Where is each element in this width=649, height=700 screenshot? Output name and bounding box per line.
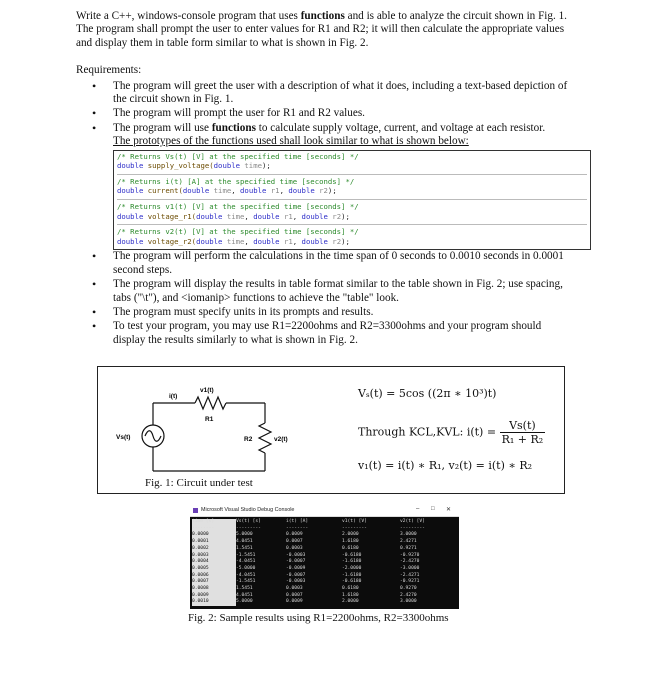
code-block-supply-voltage bbox=[117, 151, 587, 174]
table-cell: -1.5451 bbox=[236, 552, 256, 558]
table-row bbox=[192, 579, 458, 586]
table-cell: -2.4270 bbox=[400, 559, 420, 565]
code-punct: ); bbox=[341, 236, 350, 246]
table-cell: 0.0009 bbox=[192, 593, 236, 600]
code-param: time bbox=[240, 161, 262, 171]
table-cell: 2.0000 bbox=[342, 532, 359, 538]
table-cell: 3.0000 bbox=[400, 599, 417, 605]
table-cell: -0.0003 bbox=[286, 579, 306, 585]
code-block-voltage-r1 bbox=[117, 199, 587, 224]
table-row bbox=[192, 599, 458, 606]
table-cell: 2.0000 bbox=[342, 599, 359, 605]
table-cell: 0.0009 bbox=[286, 599, 303, 605]
code-keyword: double bbox=[301, 211, 328, 221]
code-keyword: double bbox=[182, 186, 210, 196]
req3-bold: functions bbox=[211, 121, 256, 134]
table-cell: -4.0451 bbox=[236, 559, 256, 565]
code-function: current( bbox=[143, 186, 183, 196]
requirement-item: • The program will display the results in table format similar to the table shown in Fig. 2; use spacing, tabs ("\t"), and <iomanip> functions to achieve the "table" look. bbox=[76, 278, 576, 305]
code-comment: /* Returns i(t) [A] at the specified time [seconds] */ bbox=[117, 176, 355, 186]
requirement-item: • The program must specify units in its prompts and results. bbox=[76, 306, 576, 319]
figure-1-frame bbox=[97, 366, 565, 494]
code-punct: , bbox=[244, 211, 254, 221]
code-punct: , bbox=[292, 236, 302, 246]
intro-text-2: and is able to analyze the circuit shown in Fig. 1. The program shall prompt the user to enter values for R1 and R2; it will then calculate the appropriate values and display them in table form similar to what is shown in Fig. 2. bbox=[76, 10, 567, 49]
code-keyword: double bbox=[196, 236, 223, 246]
code-punct: , bbox=[279, 186, 289, 196]
requirement-item: • The program will prompt the user for R1 and R2 values. bbox=[76, 107, 576, 120]
table-cell: 0.0007 bbox=[286, 592, 303, 598]
table-cell: -0.9271 bbox=[400, 579, 420, 585]
table-row bbox=[192, 546, 458, 553]
equation-resistor-voltages: v₁(t) = i(t) ∗ R₁, v₂(t) = i(t) ∗ R₂ bbox=[358, 459, 533, 472]
label-r2: R2 bbox=[244, 436, 253, 443]
code-keyword: double bbox=[117, 211, 144, 221]
console-titlebar bbox=[190, 505, 459, 517]
code-punct: , bbox=[244, 236, 254, 246]
table-cell: 0.0010 bbox=[192, 599, 236, 606]
table-cell: 0.0005 bbox=[192, 566, 236, 573]
debug-console-window bbox=[190, 505, 459, 609]
code-keyword: double bbox=[117, 161, 144, 171]
table-cell: 5.0000 bbox=[236, 599, 253, 605]
table-cell: 0.0002 bbox=[192, 546, 236, 553]
table-row bbox=[192, 532, 458, 539]
table-cell: -0.0007 bbox=[286, 572, 306, 578]
table-row bbox=[192, 566, 458, 573]
req3-text-pre: The program will use bbox=[113, 121, 212, 134]
table-cell: 0.9270 bbox=[400, 586, 417, 592]
eq2-prefix: Through KCL,KVL: i(t) = bbox=[358, 425, 500, 439]
table-cell: 2.4270 bbox=[400, 592, 417, 598]
code-param: r1 bbox=[279, 236, 293, 246]
minimize-button[interactable]: – bbox=[416, 506, 420, 512]
eq2-fraction bbox=[500, 419, 546, 446]
table-body bbox=[192, 532, 458, 606]
header-cell: v2(t) [V] bbox=[400, 519, 425, 524]
table-cell: 5.0000 bbox=[236, 532, 253, 538]
table-cell: 0.0004 bbox=[192, 559, 236, 566]
equation-current bbox=[358, 419, 545, 446]
table-cell: -2.0000 bbox=[342, 565, 362, 571]
code-keyword: double bbox=[253, 236, 280, 246]
table-cell: -3.0000 bbox=[400, 565, 420, 571]
requirement-item: • To test your program, you may use R1=2200ohms and R2=3300ohms and your program should display the results similarly to what is shown in Fig. 2. bbox=[76, 320, 576, 347]
table-cell: -0.6180 bbox=[342, 579, 362, 585]
console-title: Microsoft Visual Studio Debug Console bbox=[201, 507, 295, 513]
code-comment: /* Returns v2(t) [V] at the specified time [seconds] */ bbox=[117, 227, 359, 237]
code-line bbox=[117, 212, 587, 222]
code-line bbox=[117, 161, 587, 171]
requirements-list-continued bbox=[76, 250, 576, 347]
req3-prototypes-line: The prototypes of the functions used shall look similar to what is shown below: bbox=[113, 135, 469, 148]
separator-cell: --------- bbox=[342, 525, 367, 531]
table-header-row bbox=[192, 519, 458, 526]
table-cell: 0.6180 bbox=[342, 545, 359, 551]
intro-text-1: Write a C++, windows-console program that uses bbox=[76, 10, 301, 22]
table-cell: -0.0009 bbox=[286, 565, 306, 571]
table-cell: -0.9270 bbox=[400, 552, 420, 558]
eq2-numerator: Vs(t) bbox=[500, 419, 546, 433]
code-function: voltage_r2( bbox=[143, 236, 197, 246]
separator-cell: --------- bbox=[236, 525, 261, 531]
table-cell: -5.0000 bbox=[236, 565, 256, 571]
table-cell: 1.6180 bbox=[342, 539, 359, 545]
table-cell: 0.0001 bbox=[192, 539, 236, 546]
code-line bbox=[117, 186, 587, 196]
code-keyword: double bbox=[213, 161, 241, 171]
label-current: i(t) bbox=[169, 393, 178, 400]
code-punct: , bbox=[231, 186, 241, 196]
table-cell: 1.5451 bbox=[236, 545, 253, 551]
table-cell: 0.0003 bbox=[192, 553, 236, 560]
code-keyword: double bbox=[117, 236, 144, 246]
table-separator-row bbox=[192, 526, 458, 533]
requirement-item: • The program will perform the calculations in the time span of 0 seconds to 0.0010 seconds in 0.0001 second steps. bbox=[76, 250, 576, 277]
table-row bbox=[192, 559, 458, 566]
visual-studio-icon bbox=[193, 508, 198, 513]
header-cell: time [s] bbox=[192, 519, 236, 526]
code-keyword: double bbox=[253, 211, 280, 221]
code-keyword: double bbox=[301, 236, 328, 246]
table-cell: -1.5451 bbox=[236, 579, 256, 585]
table-cell: -0.0007 bbox=[286, 559, 306, 565]
table-row bbox=[192, 586, 458, 593]
code-block-voltage-r2 bbox=[117, 224, 587, 249]
code-param: time bbox=[209, 186, 232, 196]
maximize-button[interactable]: □ bbox=[431, 506, 435, 512]
separator-cell: -------- bbox=[286, 525, 309, 531]
table-cell: 1.5451 bbox=[236, 586, 253, 592]
header-cell: v1(t) [V] bbox=[342, 519, 367, 524]
label-r1: R1 bbox=[205, 416, 214, 423]
code-keyword: double bbox=[117, 186, 144, 196]
table-cell: 0.0006 bbox=[192, 573, 236, 580]
table-row bbox=[192, 593, 458, 600]
requirements-list bbox=[76, 80, 576, 149]
code-param: time bbox=[222, 236, 245, 246]
table-cell: -1.6180 bbox=[342, 572, 362, 578]
table-cell: 0.0007 bbox=[286, 539, 303, 545]
code-keyword: double bbox=[196, 211, 223, 221]
resistor-r2-symbol bbox=[259, 423, 271, 453]
table-cell: 0.0008 bbox=[192, 586, 236, 593]
assignment-document bbox=[76, 10, 576, 348]
table-cell: 0.0009 bbox=[286, 532, 303, 538]
table-row bbox=[192, 539, 458, 546]
label-v2: v2(t) bbox=[274, 436, 288, 443]
separator-cell: -------- bbox=[192, 526, 236, 533]
code-keyword: double bbox=[240, 186, 267, 196]
code-param: time bbox=[222, 211, 245, 221]
req3-text-post: to calculate supply voltage, current, and voltage at each resistor. bbox=[255, 121, 546, 134]
table-cell: 4.0451 bbox=[236, 592, 253, 598]
code-param: r2 bbox=[327, 211, 342, 221]
code-punct: ); bbox=[341, 211, 350, 221]
resistor-r1-symbol bbox=[195, 397, 226, 409]
code-block-current bbox=[117, 174, 587, 199]
table-cell: -2.4271 bbox=[400, 572, 420, 578]
code-punct: ); bbox=[327, 186, 337, 196]
code-comment: /* Returns Vs(t) [V] at the specified time [seconds] */ bbox=[117, 151, 359, 161]
table-cell: 0.0003 bbox=[286, 586, 303, 592]
table-cell: 1.6180 bbox=[342, 592, 359, 598]
code-param: r1 bbox=[279, 211, 293, 221]
intro-bold-functions: functions bbox=[300, 10, 345, 22]
code-function: supply_voltage( bbox=[143, 161, 214, 171]
code-function: voltage_r1( bbox=[143, 211, 197, 221]
code-line bbox=[117, 237, 587, 247]
figure-1-caption: Fig. 1: Circuit under test bbox=[145, 477, 253, 489]
eq2-denominator: R₁ + R₂ bbox=[501, 433, 544, 446]
table-cell: 2.4271 bbox=[400, 539, 417, 545]
table-cell: 3.0000 bbox=[400, 532, 417, 538]
table-cell: 4.0451 bbox=[236, 539, 253, 545]
results-table bbox=[192, 519, 458, 606]
code-punct: , bbox=[292, 211, 302, 221]
close-button[interactable]: ✕ bbox=[446, 507, 452, 513]
intro-paragraph bbox=[76, 10, 576, 50]
header-cell: Vs(t) [s] bbox=[236, 519, 261, 524]
requirements-heading: Requirements: bbox=[76, 64, 142, 77]
code-comment: /* Returns v1(t) [V] at the specified time [seconds] */ bbox=[117, 202, 359, 212]
table-cell: 0.0007 bbox=[192, 579, 236, 586]
equation-supply-voltage: Vₛ(t) = 5cos ((2π ∗ 10³)t) bbox=[358, 387, 497, 400]
table-cell: 0.6180 bbox=[342, 586, 359, 592]
table-cell: 0.9271 bbox=[400, 545, 417, 551]
requirement-item: • The program will greet the user with a description of what it does, including a text-based depiction of the circuit shown in Fig. 1. bbox=[76, 80, 576, 107]
circuit-diagram bbox=[113, 381, 323, 481]
header-cell: i(t) [A] bbox=[286, 519, 309, 524]
label-v1: v1(t) bbox=[200, 387, 214, 394]
code-param: r2 bbox=[327, 236, 342, 246]
table-cell: 0.0000 bbox=[192, 532, 236, 539]
figure-2-caption: Fig. 2: Sample results using R1=2200ohms, R2=3300ohms bbox=[188, 612, 449, 624]
requirement-item-functions bbox=[76, 122, 576, 149]
code-keyword: double bbox=[288, 186, 315, 196]
table-cell: -1.6180 bbox=[342, 559, 362, 565]
table-cell: -4.0451 bbox=[236, 572, 256, 578]
table-cell: 0.0003 bbox=[286, 545, 303, 551]
separator-cell: --------- bbox=[400, 525, 425, 531]
table-cell: -0.6180 bbox=[342, 552, 362, 558]
code-param: r1 bbox=[266, 186, 280, 196]
label-vs: Vs(t) bbox=[116, 434, 131, 441]
sine-wave-icon bbox=[145, 431, 161, 442]
table-cell: -0.0003 bbox=[286, 552, 306, 558]
prototype-code-box bbox=[113, 150, 591, 251]
code-param: r2 bbox=[314, 186, 328, 196]
code-punct: ); bbox=[261, 161, 271, 171]
